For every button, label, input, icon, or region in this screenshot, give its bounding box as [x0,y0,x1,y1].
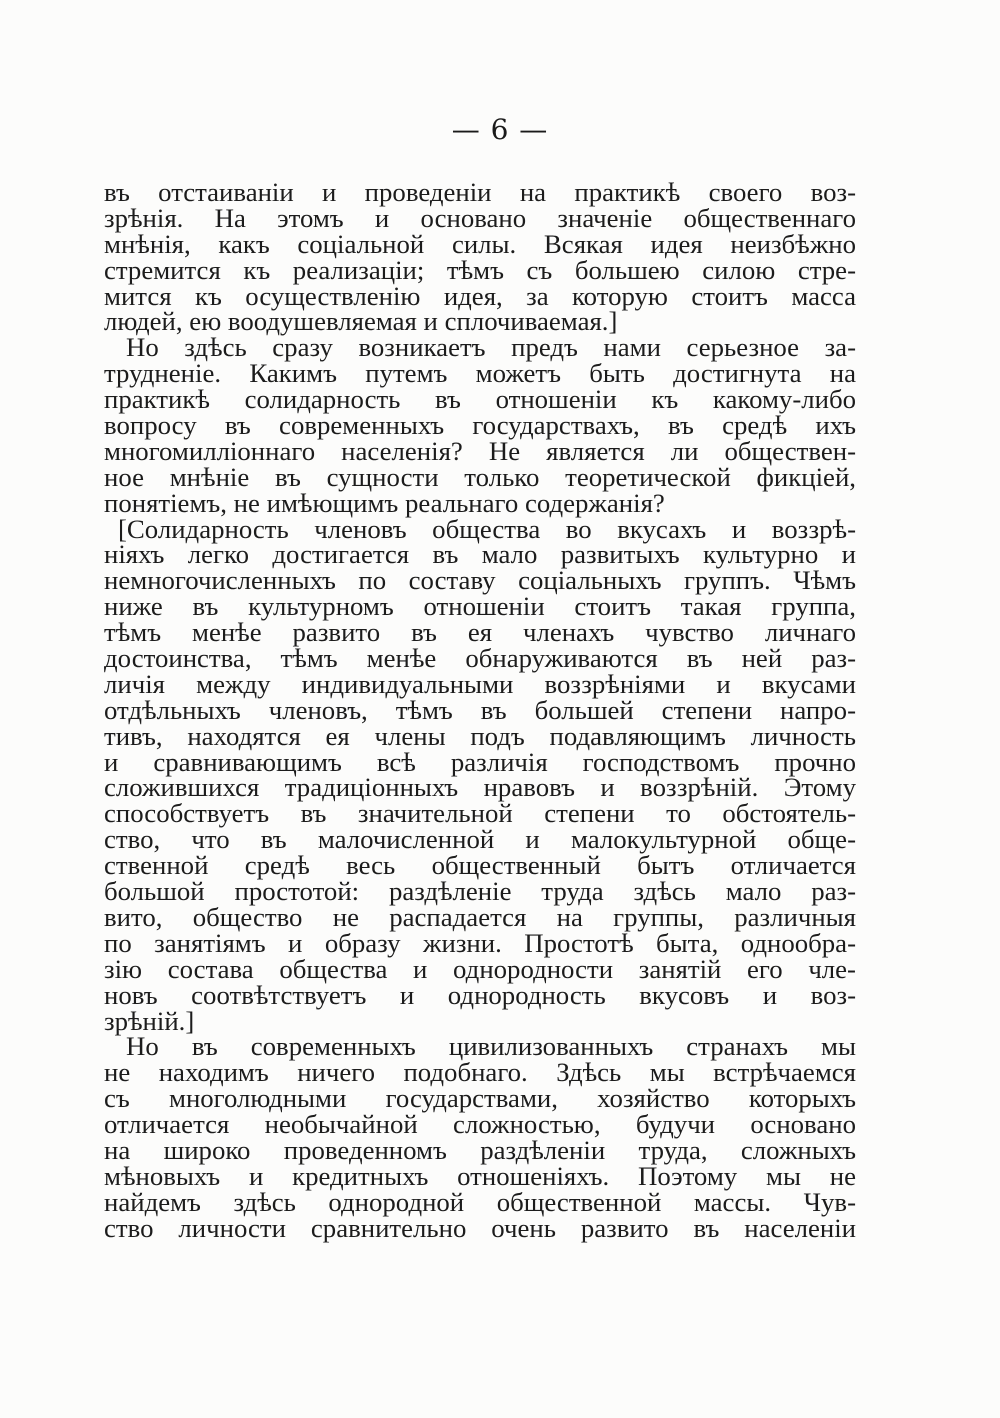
text-line: понятіемъ, не имѣющимъ реальнаго содержанія? [104,487,665,518]
text-line: трудненіе. Какимъ путемъ можетъ быть достигнута на [104,358,856,389]
text-line: съ многолюдными государствами, хозяйство которыхъ [104,1083,856,1114]
text-line: по занятіямъ и образу жизни. Простотѣ быта, однообра- [104,927,856,958]
text-line: стремится къ реализаціи; тѣмъ съ большею силою стре- [104,254,856,285]
text-line: отличается необычайной сложностью, будучи основано [104,1109,856,1140]
text-line: зію состава общества и однородности занятій его чле- [104,953,856,984]
text-line: личія между индивидуальными воззрѣніями и вкусами [104,668,856,699]
text-line: сложившихся традиціонныхъ нравовъ и воззрѣній. Этому [104,772,856,803]
text-line: вито, общество не распадается на группы, различныя [104,901,856,932]
text-line: мнѣнія, какъ соціальной силы. Всякая идея неизбѣжно [104,228,856,259]
text-line: Но здѣсь сразу возникаетъ предъ нами серьезное за- [126,332,856,363]
body-text [104,177,856,1243]
text-line: ственной средѣ весь общественный бытъ отличается [104,850,856,881]
text-line: не находимъ ничего подобнаго. Здѣсь мы встрѣчаемся [104,1057,856,1088]
text-line: найдемъ здѣсь однородной общественной массы. Чув- [104,1186,856,1217]
page-number: — 6 — [451,113,549,146]
text-line: тивъ, находятся ея члены подъ подавляющимъ личность [104,720,856,751]
text-line: въ отстаиваніи и проведеніи на практикѣ своего воз- [104,177,856,207]
text-line: ніяхъ легко достигается въ мало развитыхъ культурно и [104,539,856,570]
text-line: ство личности сравнительно очень развито въ населеніи [104,1212,856,1243]
text-line: практикѣ солидарность въ отношеніи къ какому-либо [104,384,856,415]
text-line: ство, что въ малочисленной и малокультурной обще- [104,824,856,855]
text-line: мѣновыхъ и кредитныхъ отношеніяхъ. Поэтому мы не [104,1160,856,1191]
text-line: немногочисленныхъ по составу соціальныхъ группъ. Чѣмъ [104,565,856,596]
text-line: на широко проведенномъ раздѣленіи труда, сложныхъ [104,1134,856,1165]
text-line: людей, ею воодушевляемая и сплочиваемая.] [104,306,618,337]
text-line: Но въ современныхъ цивилизованныхъ странахъ мы [126,1031,856,1062]
text-line: большой простотой: раздѣленіе труда здѣсь мало раз- [104,876,856,907]
text-line: ниже въ культурномъ отношеніи стоитъ такая группа, [104,591,856,622]
text-line: новъ соотвѣтствуетъ и однородность вкусовъ и воз- [104,979,856,1010]
text-line: тѣмъ менѣе развито въ ея членахъ чувство личнаго [104,617,856,648]
text-line: многомилліоннаго населенія? Не является ли обществен- [104,435,856,466]
text-line: отдѣльныхъ членовъ, тѣмъ въ большей степени напро- [104,694,856,725]
text-line: способствуетъ въ значительной степени то обстоятель- [104,798,856,829]
text-line: [Солидарность членовъ общества во вкусахъ и воззрѣ- [118,513,856,544]
text-line: достоинства, тѣмъ менѣе обнаруживаются въ ней раз- [104,643,856,674]
text-line: вопросу въ современныхъ государствахъ, въ средѣ ихъ [104,410,856,441]
text-line: зрѣнія. На этомъ и основано значеніе общественнаго [104,202,856,233]
text-line: ное мнѣніе въ сущности только теоретической фикціей, [104,461,856,492]
text-line: мится къ осуществленію идея, за которую стоитъ масса [104,280,856,311]
text-line: и сравнивающимъ всѣ различія господствомъ прочно [104,746,856,777]
text-line: зрѣній.] [104,1005,195,1036]
